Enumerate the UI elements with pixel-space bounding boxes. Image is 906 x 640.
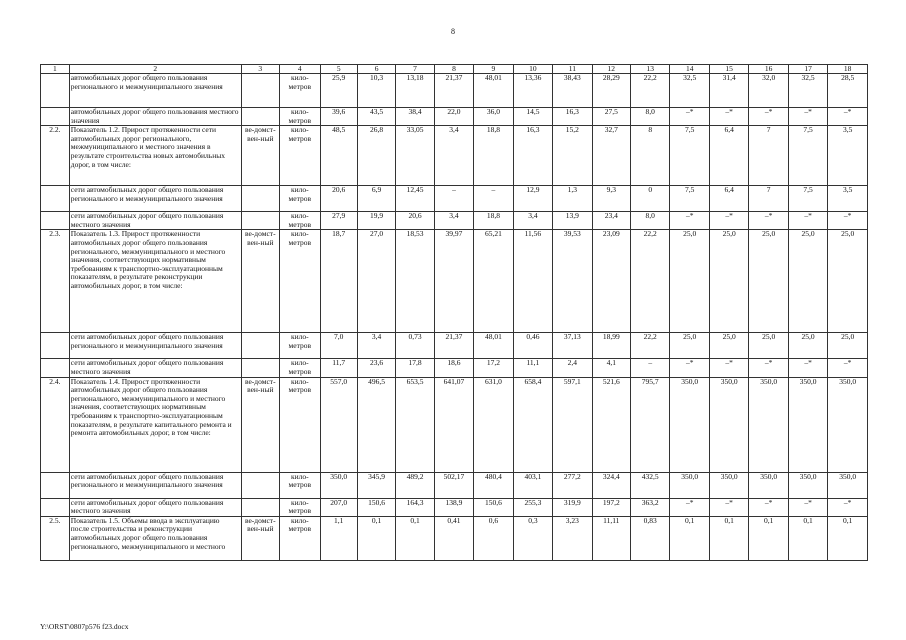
value-cell: 480,4 bbox=[474, 472, 513, 498]
value-cell: 23,09 bbox=[592, 230, 630, 333]
table-row bbox=[41, 333, 868, 359]
value-cell: –* bbox=[749, 498, 788, 516]
header-cell: 5 bbox=[320, 65, 357, 74]
value-cell: 631,0 bbox=[474, 377, 513, 472]
value-cell: –* bbox=[828, 108, 868, 126]
value-cell: –* bbox=[788, 108, 827, 126]
value-cell: 21,37 bbox=[434, 74, 473, 108]
value-cell: 164,3 bbox=[396, 498, 434, 516]
value-cell: 32,5 bbox=[788, 74, 827, 108]
source-cell bbox=[241, 472, 279, 498]
value-cell: –* bbox=[709, 108, 748, 126]
value-cell: 150,6 bbox=[474, 498, 513, 516]
value-cell: 138,9 bbox=[434, 498, 473, 516]
value-cell: 65,21 bbox=[474, 230, 513, 333]
source-cell bbox=[241, 333, 279, 359]
value-cell: 0,73 bbox=[396, 333, 434, 359]
value-cell: 197,2 bbox=[592, 498, 630, 516]
value-cell: 27,5 bbox=[592, 108, 630, 126]
value-cell: 0,3 bbox=[513, 516, 552, 560]
value-cell: –* bbox=[828, 212, 868, 230]
value-cell: 3,4 bbox=[434, 212, 473, 230]
unit-cell: кило-метров bbox=[280, 359, 321, 377]
value-cell: 19,9 bbox=[357, 212, 395, 230]
unit-cell: кило-метров bbox=[280, 108, 321, 126]
value-cell: 25,0 bbox=[670, 230, 709, 333]
value-cell: 3,5 bbox=[828, 126, 868, 186]
table-body bbox=[41, 65, 868, 561]
row-number-cell bbox=[41, 472, 70, 498]
value-cell: – bbox=[434, 186, 473, 212]
value-cell: 28,5 bbox=[828, 74, 868, 108]
value-cell: – bbox=[474, 186, 513, 212]
value-cell: 14,5 bbox=[513, 108, 552, 126]
value-cell: 0 bbox=[630, 186, 669, 212]
value-cell: 7 bbox=[749, 126, 788, 186]
value-cell: 33,05 bbox=[396, 126, 434, 186]
source-cell bbox=[241, 108, 279, 126]
value-cell: 39,97 bbox=[434, 230, 473, 333]
header-cell: 12 bbox=[592, 65, 630, 74]
value-cell: 350,0 bbox=[709, 472, 748, 498]
value-cell: 25,0 bbox=[749, 333, 788, 359]
value-cell: 350,0 bbox=[670, 472, 709, 498]
header-cell: 8 bbox=[434, 65, 473, 74]
value-cell: 25,0 bbox=[788, 333, 827, 359]
header-cell: 15 bbox=[709, 65, 748, 74]
source-cell: ве-домст-вен-ный bbox=[241, 516, 279, 560]
value-cell: 22,0 bbox=[434, 108, 473, 126]
header-cell: 9 bbox=[474, 65, 513, 74]
value-cell: 350,0 bbox=[320, 472, 357, 498]
row-number-cell bbox=[41, 212, 70, 230]
value-cell: 23,4 bbox=[592, 212, 630, 230]
unit-cell: кило-метров bbox=[280, 498, 321, 516]
value-cell: 25,0 bbox=[709, 333, 748, 359]
header-cell: 11 bbox=[553, 65, 592, 74]
indicator-text-cell: Показатель 1.3. Прирост протяженности автомобильных дорог общего пользования регионального, межмуниципального и местного значения, соответствующих нормативным требованиям к транспортно-эксплуатационным показателям, в результате реконструкции автомобильных дорог, в том числе: bbox=[69, 230, 241, 333]
value-cell: 13,36 bbox=[513, 74, 552, 108]
unit-cell: кило-метров bbox=[280, 472, 321, 498]
value-cell: 6,4 bbox=[709, 186, 748, 212]
value-cell: 521,6 bbox=[592, 377, 630, 472]
row-number-cell: 2.5. bbox=[41, 516, 70, 560]
value-cell: 0,6 bbox=[474, 516, 513, 560]
value-cell: 13,18 bbox=[396, 74, 434, 108]
value-cell: – bbox=[630, 359, 669, 377]
value-cell: 16,3 bbox=[513, 126, 552, 186]
row-number-cell bbox=[41, 359, 70, 377]
value-cell: 8 bbox=[630, 126, 669, 186]
value-cell: –* bbox=[788, 498, 827, 516]
header-cell: 13 bbox=[630, 65, 669, 74]
value-cell: 319,9 bbox=[553, 498, 592, 516]
value-cell: 403,1 bbox=[513, 472, 552, 498]
value-cell: 207,0 bbox=[320, 498, 357, 516]
header-cell: 10 bbox=[513, 65, 552, 74]
value-cell: 653,5 bbox=[396, 377, 434, 472]
header-cell: 4 bbox=[280, 65, 321, 74]
value-cell: –* bbox=[828, 359, 868, 377]
unit-cell: кило-метров bbox=[280, 377, 321, 472]
value-cell: 255,3 bbox=[513, 498, 552, 516]
value-cell: 350,0 bbox=[749, 377, 788, 472]
value-cell: 7,5 bbox=[788, 126, 827, 186]
value-cell: 15,2 bbox=[553, 126, 592, 186]
value-cell: 36,0 bbox=[474, 108, 513, 126]
unit-cell: кило-метров bbox=[280, 186, 321, 212]
value-cell: 25,9 bbox=[320, 74, 357, 108]
value-cell: 6,9 bbox=[357, 186, 395, 212]
row-number-cell: 2.2. bbox=[41, 126, 70, 186]
table-row bbox=[41, 108, 868, 126]
value-cell: 0,1 bbox=[749, 516, 788, 560]
value-cell: –* bbox=[828, 498, 868, 516]
table-row bbox=[41, 186, 868, 212]
row-number-cell bbox=[41, 333, 70, 359]
row-number-cell bbox=[41, 108, 70, 126]
indicators-table bbox=[40, 64, 868, 561]
value-cell: 39,6 bbox=[320, 108, 357, 126]
value-cell: 9,3 bbox=[592, 186, 630, 212]
header-cell: 7 bbox=[396, 65, 434, 74]
value-cell: 345,9 bbox=[357, 472, 395, 498]
value-cell: 11,7 bbox=[320, 359, 357, 377]
value-cell: 20,6 bbox=[320, 186, 357, 212]
header-cell: 18 bbox=[828, 65, 868, 74]
value-cell: 1,3 bbox=[553, 186, 592, 212]
value-cell: 25,0 bbox=[709, 230, 748, 333]
table-row bbox=[41, 212, 868, 230]
row-number-cell: 2.4. bbox=[41, 377, 70, 472]
value-cell: 18,8 bbox=[474, 212, 513, 230]
footer-filepath: Y:\ORST\0807p576 f23.docx bbox=[40, 622, 129, 631]
row-number-cell bbox=[41, 498, 70, 516]
value-cell: 16,3 bbox=[553, 108, 592, 126]
source-cell: ве-домст-вен-ный bbox=[241, 230, 279, 333]
value-cell: –* bbox=[670, 108, 709, 126]
value-cell: –* bbox=[709, 359, 748, 377]
value-cell: 25,0 bbox=[670, 333, 709, 359]
value-cell: 18,7 bbox=[320, 230, 357, 333]
value-cell: 43,5 bbox=[357, 108, 395, 126]
value-cell: –* bbox=[670, 498, 709, 516]
value-cell: 350,0 bbox=[749, 472, 788, 498]
value-cell: 39,53 bbox=[553, 230, 592, 333]
value-cell: 3,23 bbox=[553, 516, 592, 560]
value-cell: 18,8 bbox=[474, 126, 513, 186]
unit-cell: кило-метров bbox=[280, 74, 321, 108]
unit-cell: кило-метров bbox=[280, 230, 321, 333]
value-cell: 0,1 bbox=[357, 516, 395, 560]
row-number-cell bbox=[41, 74, 70, 108]
value-cell: –* bbox=[788, 212, 827, 230]
value-cell: 48,01 bbox=[474, 333, 513, 359]
value-cell: 350,0 bbox=[828, 472, 868, 498]
value-cell: 25,0 bbox=[828, 333, 868, 359]
indicator-text-cell: сети автомобильных дорог общего пользования регионального и межмуниципального значения bbox=[69, 333, 241, 359]
row-number-cell bbox=[41, 186, 70, 212]
value-cell: 4,1 bbox=[592, 359, 630, 377]
value-cell: 28,29 bbox=[592, 74, 630, 108]
source-cell bbox=[241, 359, 279, 377]
value-cell: 658,4 bbox=[513, 377, 552, 472]
source-cell bbox=[241, 186, 279, 212]
source-cell: ве-домст-вен-ный bbox=[241, 377, 279, 472]
value-cell: 13,9 bbox=[553, 212, 592, 230]
row-number-cell: 2.3. bbox=[41, 230, 70, 333]
value-cell: 0,41 bbox=[434, 516, 473, 560]
header-cell: 2 bbox=[69, 65, 241, 74]
value-cell: 48,5 bbox=[320, 126, 357, 186]
value-cell: 432,5 bbox=[630, 472, 669, 498]
value-cell: 18,53 bbox=[396, 230, 434, 333]
value-cell: 597,1 bbox=[553, 377, 592, 472]
table-row bbox=[41, 498, 868, 516]
value-cell: 7,5 bbox=[788, 186, 827, 212]
source-cell: ве-домст-вен-ный bbox=[241, 126, 279, 186]
value-cell: 350,0 bbox=[788, 377, 827, 472]
value-cell: 489,2 bbox=[396, 472, 434, 498]
value-cell: 32,7 bbox=[592, 126, 630, 186]
value-cell: –* bbox=[749, 359, 788, 377]
value-cell: 3,4 bbox=[434, 126, 473, 186]
table-row bbox=[41, 377, 868, 472]
value-cell: 12,9 bbox=[513, 186, 552, 212]
value-cell: 25,0 bbox=[828, 230, 868, 333]
value-cell: 7 bbox=[749, 186, 788, 212]
indicator-text-cell: автомобильных дорог общего пользования местного значения bbox=[69, 108, 241, 126]
value-cell: 32,0 bbox=[749, 74, 788, 108]
value-cell: 0,46 bbox=[513, 333, 552, 359]
value-cell: –* bbox=[709, 212, 748, 230]
indicator-text-cell: сети автомобильных дорог общего пользования регионального и межмуниципального значения bbox=[69, 472, 241, 498]
table-row bbox=[41, 359, 868, 377]
value-cell: 0,1 bbox=[788, 516, 827, 560]
header-row bbox=[41, 65, 868, 74]
value-cell: 8,0 bbox=[630, 108, 669, 126]
value-cell: 48,01 bbox=[474, 74, 513, 108]
indicator-text-cell: сети автомобильных дорог общего пользования местного значения bbox=[69, 359, 241, 377]
value-cell: –* bbox=[749, 108, 788, 126]
unit-cell: кило-метров bbox=[280, 333, 321, 359]
value-cell: 11,11 bbox=[592, 516, 630, 560]
value-cell: 324,4 bbox=[592, 472, 630, 498]
value-cell: 17,8 bbox=[396, 359, 434, 377]
table-row bbox=[41, 126, 868, 186]
indicator-text-cell: Показатель 1.4. Прирост протяженности автомобильных дорог общего пользования регионального, межмуниципального и местного значения, соответствующих нормативным требованиям к транспортно-эксплуатационным показателям, в результате капитального ремонта и ремонта автомобильных дорог, в том числе: bbox=[69, 377, 241, 472]
value-cell: 363,2 bbox=[630, 498, 669, 516]
value-cell: –* bbox=[749, 212, 788, 230]
unit-cell: кило-метров bbox=[280, 126, 321, 186]
header-cell: 14 bbox=[670, 65, 709, 74]
source-cell bbox=[241, 212, 279, 230]
value-cell: 10,3 bbox=[357, 74, 395, 108]
value-cell: 277,2 bbox=[553, 472, 592, 498]
value-cell: 0,1 bbox=[670, 516, 709, 560]
value-cell: 0,83 bbox=[630, 516, 669, 560]
value-cell: 350,0 bbox=[709, 377, 748, 472]
value-cell: 3,4 bbox=[357, 333, 395, 359]
value-cell: 0,1 bbox=[396, 516, 434, 560]
unit-cell: кило-метров bbox=[280, 516, 321, 560]
value-cell: 7,5 bbox=[670, 186, 709, 212]
value-cell: 2,4 bbox=[553, 359, 592, 377]
value-cell: –* bbox=[709, 498, 748, 516]
header-cell: 16 bbox=[749, 65, 788, 74]
value-cell: –* bbox=[788, 359, 827, 377]
value-cell: 25,0 bbox=[788, 230, 827, 333]
indicator-text-cell: сети автомобильных дорог общего пользования местного значения bbox=[69, 212, 241, 230]
value-cell: 7,0 bbox=[320, 333, 357, 359]
table-row bbox=[41, 230, 868, 333]
indicator-text-cell: Показатель 1.2. Прирост протяженности сети автомобильных дорог регионального, межмуниципального и местного значения в результате строительства новых автомобильных дорог, в том числе: bbox=[69, 126, 241, 186]
value-cell: 0,1 bbox=[828, 516, 868, 560]
value-cell: 22,2 bbox=[630, 333, 669, 359]
header-cell: 17 bbox=[788, 65, 827, 74]
value-cell: 26,8 bbox=[357, 126, 395, 186]
value-cell: 38,4 bbox=[396, 108, 434, 126]
value-cell: 27,0 bbox=[357, 230, 395, 333]
value-cell: 641,07 bbox=[434, 377, 473, 472]
value-cell: 38,43 bbox=[553, 74, 592, 108]
value-cell: 1,1 bbox=[320, 516, 357, 560]
value-cell: 18,6 bbox=[434, 359, 473, 377]
value-cell: 31,4 bbox=[709, 74, 748, 108]
value-cell: 150,6 bbox=[357, 498, 395, 516]
page-number: 8 bbox=[451, 27, 455, 36]
value-cell: 6,4 bbox=[709, 126, 748, 186]
value-cell: 12,45 bbox=[396, 186, 434, 212]
value-cell: 27,9 bbox=[320, 212, 357, 230]
value-cell: 8,0 bbox=[630, 212, 669, 230]
value-cell: 3,4 bbox=[513, 212, 552, 230]
value-cell: 350,0 bbox=[670, 377, 709, 472]
table-row bbox=[41, 472, 868, 498]
indicator-text-cell: сети автомобильных дорог общего пользования местного значения bbox=[69, 498, 241, 516]
value-cell: 37,13 bbox=[553, 333, 592, 359]
header-cell: 6 bbox=[357, 65, 395, 74]
value-cell: 350,0 bbox=[828, 377, 868, 472]
value-cell: 25,0 bbox=[749, 230, 788, 333]
value-cell: 3,5 bbox=[828, 186, 868, 212]
header-cell: 3 bbox=[241, 65, 279, 74]
indicator-text-cell: автомобильных дорог общего пользования регионального и межмуниципального значения bbox=[69, 74, 241, 108]
value-cell: 502,17 bbox=[434, 472, 473, 498]
value-cell: 21,37 bbox=[434, 333, 473, 359]
value-cell: 11,1 bbox=[513, 359, 552, 377]
value-cell: 496,5 bbox=[357, 377, 395, 472]
indicator-text-cell: сети автомобильных дорог общего пользования регионального и межмуниципального значения bbox=[69, 186, 241, 212]
value-cell: 350,0 bbox=[788, 472, 827, 498]
value-cell: 0,1 bbox=[709, 516, 748, 560]
value-cell: 22,2 bbox=[630, 74, 669, 108]
value-cell: 32,5 bbox=[670, 74, 709, 108]
source-cell bbox=[241, 74, 279, 108]
table-row bbox=[41, 516, 868, 560]
value-cell: –* bbox=[670, 359, 709, 377]
value-cell: 7,5 bbox=[670, 126, 709, 186]
value-cell: 795,7 bbox=[630, 377, 669, 472]
value-cell: 557,0 bbox=[320, 377, 357, 472]
value-cell: 17,2 bbox=[474, 359, 513, 377]
unit-cell: кило-метров bbox=[280, 212, 321, 230]
table-row bbox=[41, 74, 868, 108]
value-cell: 23,6 bbox=[357, 359, 395, 377]
indicator-text-cell: Показатель 1.5. Объемы ввода в эксплуатацию после строительства и реконструкции автомобильных дорог общего пользования регионального, межмуниципального и местного bbox=[69, 516, 241, 560]
header-cell: 1 bbox=[41, 65, 70, 74]
value-cell: 20,6 bbox=[396, 212, 434, 230]
value-cell: –* bbox=[670, 212, 709, 230]
value-cell: 18,99 bbox=[592, 333, 630, 359]
source-cell bbox=[241, 498, 279, 516]
value-cell: 11,56 bbox=[513, 230, 552, 333]
value-cell: 22,2 bbox=[630, 230, 669, 333]
